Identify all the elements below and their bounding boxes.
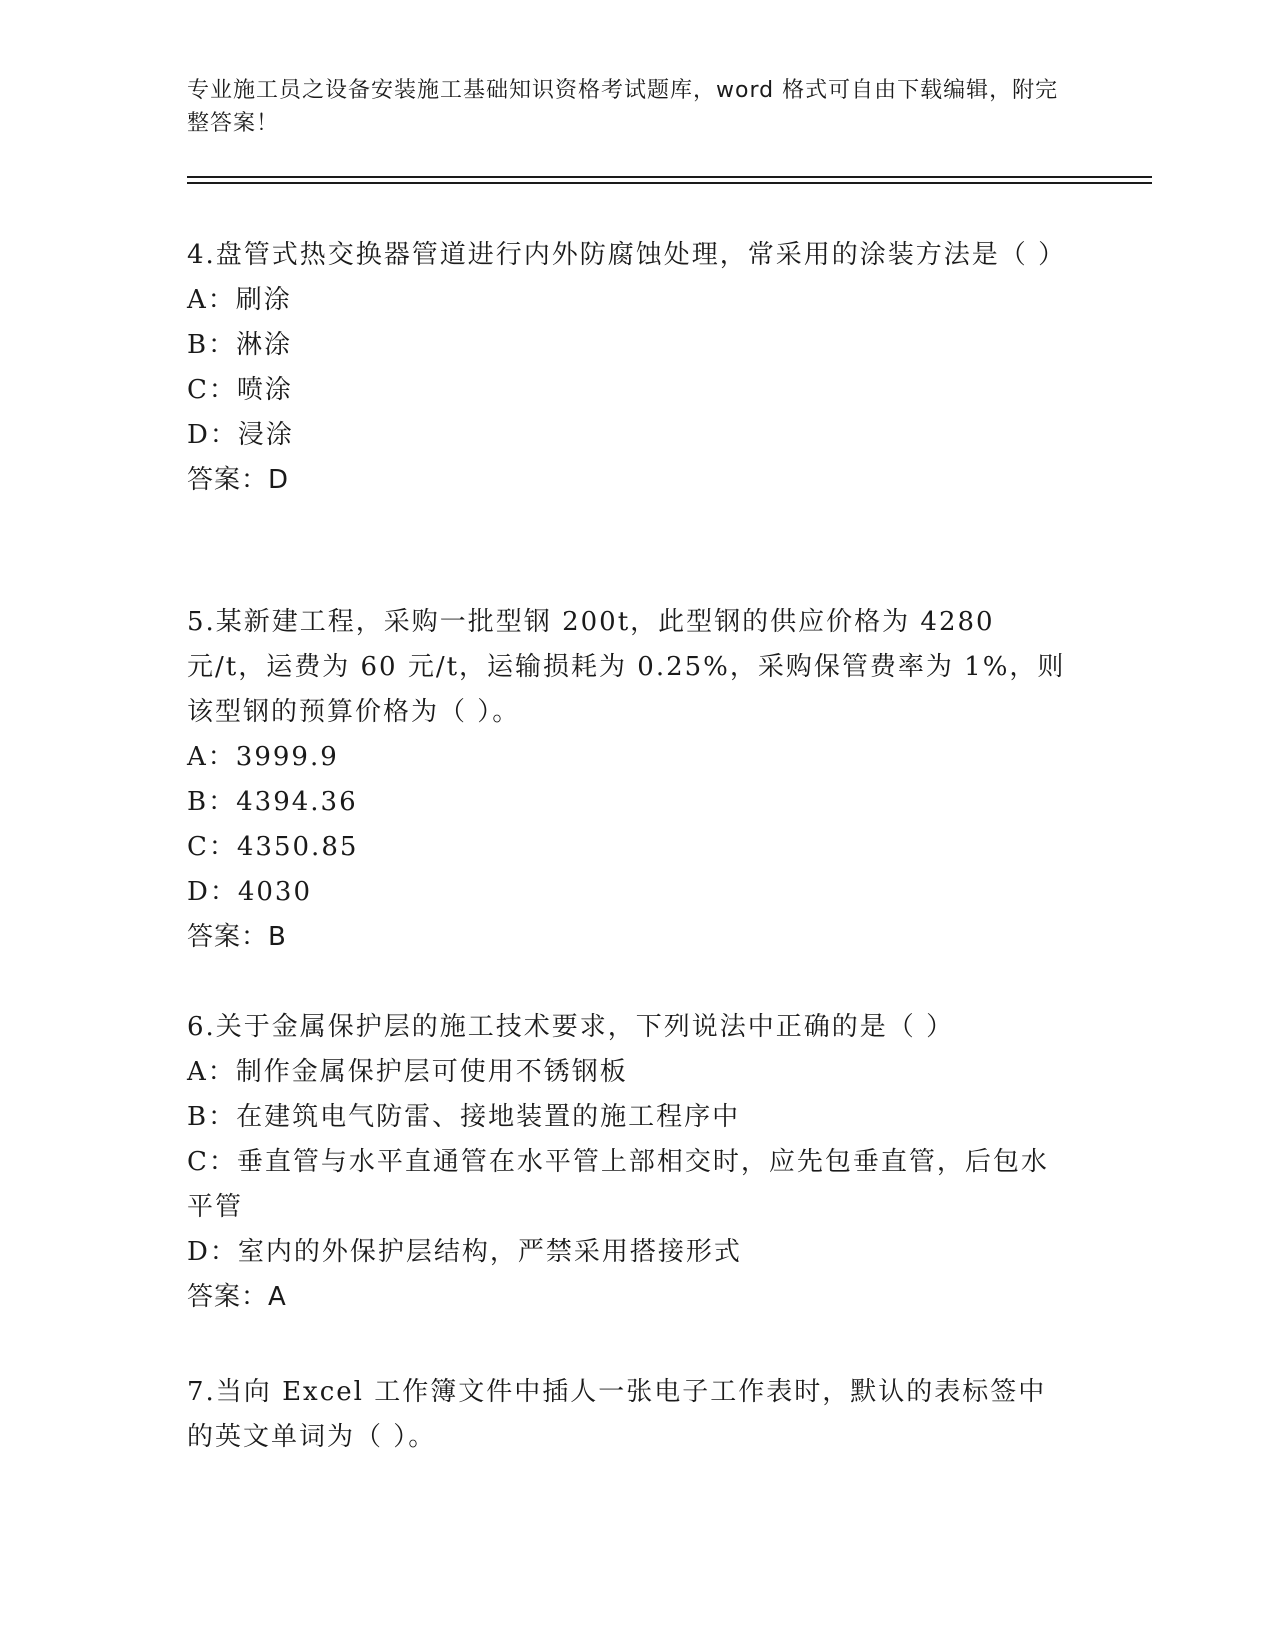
option-c: C：喷涂 [187,375,293,405]
header-divider-top [187,176,1152,178]
question-stem: 5.某新建工程，采购一批型钢 200t，此型钢的供应价格为 4280 元/t，运费为 60 元/t，运输损耗为 0.25%，采购保管费率为 1%，则该型钢的预算价格为（ ）。 [187,607,1066,727]
option-b: B：4394.36 [187,787,358,817]
option-c: C：垂直管与水平直通管在水平管上部相交时，应先包垂直管，后包水平管 [187,1147,1049,1222]
option-a: A：3999.9 [187,742,339,772]
question-6 [187,1005,1067,1320]
answer: 答案：D [187,465,290,495]
question-7 [187,1370,1067,1460]
option-b: B：在建筑电气防雷、接地装置的施工程序中 [187,1102,741,1132]
option-a: A：刷涂 [187,285,292,315]
question-stem: 6.关于金属保护层的施工技术要求，下列说法中正确的是（ ） [187,1012,955,1042]
question-stem: 7.当向 Excel 工作簿文件中插人一张电子工作表时，默认的表标签中的英文单词为（ ）。 [187,1377,1047,1452]
question-5 [187,600,1067,960]
option-c: C：4350.85 [187,832,359,862]
question-stem: 4.盘管式热交换器管道进行内外防腐蚀处理，常采用的涂装方法是（ ） [187,240,1067,270]
document-header: 专业施工员之设备安装施工基础知识资格考试题库，word 格式可自由下载编辑，附完整答案！ [187,78,1059,136]
question-4 [187,233,1067,503]
option-d: D：4030 [187,877,313,907]
header-divider-bottom [187,182,1152,184]
option-d: D：浸涂 [187,420,294,450]
option-d: D：室内的外保护层结构，严禁采用搭接形式 [187,1237,742,1267]
option-a: A：制作金属保护层可使用不锈钢板 [187,1057,628,1087]
answer: 答案：B [187,922,287,952]
answer: 答案：A [187,1282,287,1312]
option-b: B：淋涂 [187,330,293,360]
